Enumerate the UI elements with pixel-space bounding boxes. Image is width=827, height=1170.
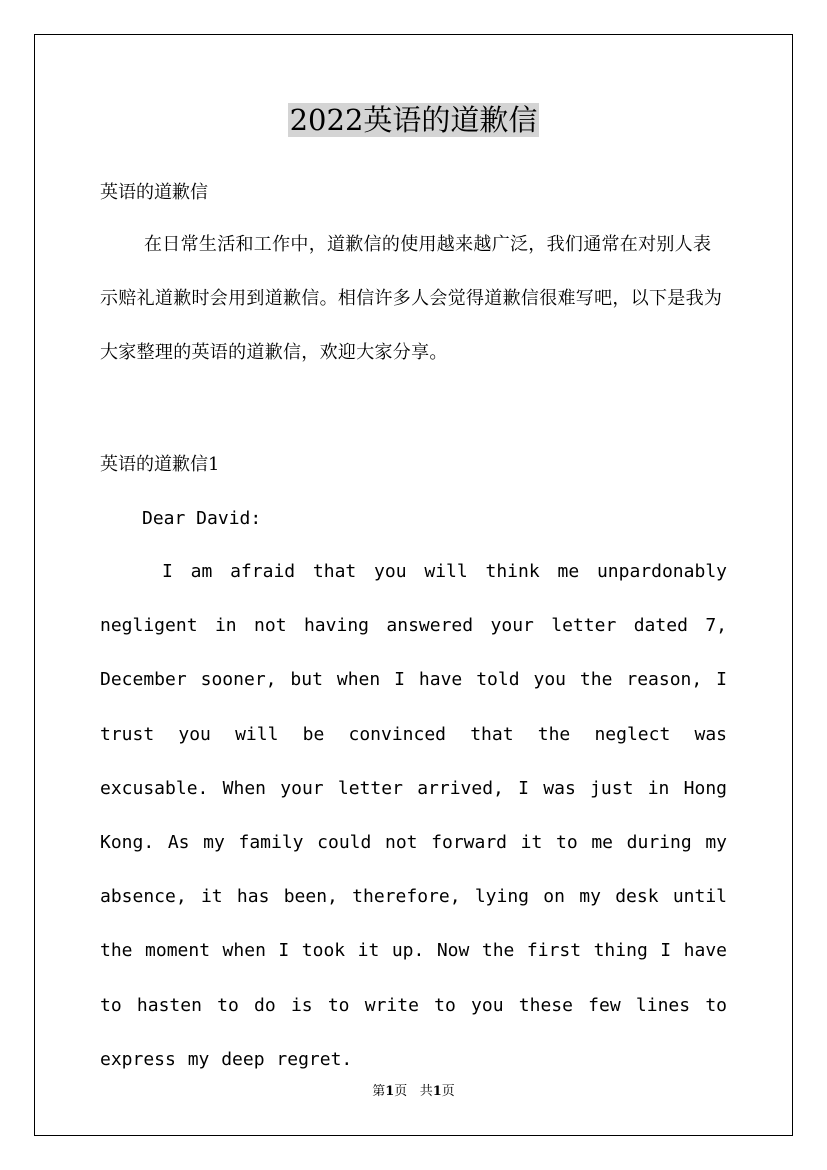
document-subtitle: 英语的道歉信: [100, 182, 208, 203]
footer-total-number: 1: [432, 1084, 442, 1099]
document-title: 2022英语的道歉信: [289, 103, 538, 137]
footer-total-prefix: 共: [419, 1084, 433, 1099]
footer-page-suffix: 页: [394, 1084, 408, 1099]
document-title-block: [0, 100, 827, 140]
section-heading: 英语的道歉信1: [100, 454, 220, 475]
footer-page-number: 1: [385, 1084, 395, 1099]
letter-greeting: Dear David:: [142, 508, 262, 529]
footer-page-prefix: 第: [372, 1084, 386, 1099]
intro-paragraph: 在日常生活和工作中，道歉信的使用越来越广泛，我们通常在对别人表示赔礼道歉时会用到道歉信。相信许多人会觉得道歉信很难写吧，以下是我为大家整理的英语的道歉信，欢迎大家分享。: [100, 234, 723, 363]
page-footer: [0, 1083, 827, 1101]
letter-body: I am afraid that you will think me unpardonably negligent in not having answered your letter dated 7, December sooner, but when I have told you the reason, I trust you will be convinced that the neglect was excusable. When your letter arrived, I was just in Hong Kong. As my family could not forward it to me during my absence, it has been, therefore, lying on my desk until the moment when I took it up. Now the first thing I have to hasten to do is to write to you these few lines to express my deep regret.: [100, 561, 727, 1070]
footer-total-suffix: 页: [441, 1084, 455, 1099]
